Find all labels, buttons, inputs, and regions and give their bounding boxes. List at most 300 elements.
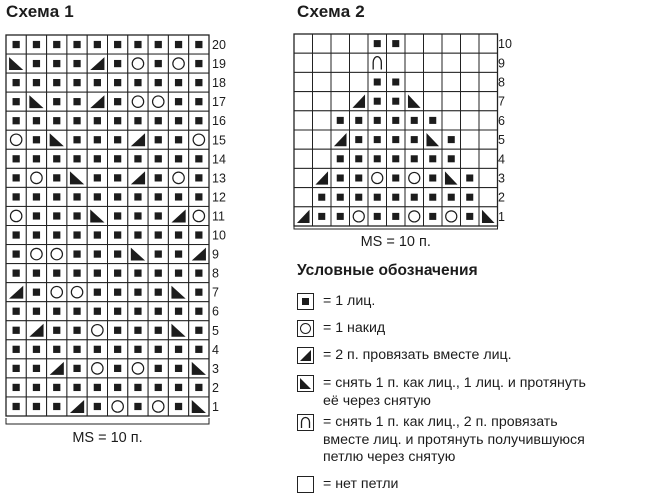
chart2-knit-mark: [374, 155, 381, 162]
chart1-knit-mark: [114, 270, 121, 277]
chart2-cell: [294, 111, 313, 130]
chart1-knit-mark: [155, 79, 162, 86]
chart1-knit-mark: [53, 212, 60, 219]
chart1-cell: [67, 168, 87, 187]
chart2-knit-mark: [392, 136, 399, 143]
chart1-knit-mark: [175, 308, 182, 315]
chart1-knit-mark: [195, 327, 202, 334]
chart2-cell: [461, 92, 480, 111]
chart1-knit-mark: [175, 365, 182, 372]
chart1-knit-mark: [114, 193, 121, 200]
chart1-knit-mark: [73, 79, 80, 86]
chart1-knit-mark: [155, 346, 162, 353]
chart1-knit-mark: [134, 346, 141, 353]
chart1-knit-mark: [53, 98, 60, 105]
chart1-cell: [6, 54, 26, 73]
chart1-knit-mark: [134, 212, 141, 219]
chart2-row-label: 8: [498, 75, 505, 90]
chart1-knit-mark: [73, 250, 80, 257]
chart2-cell: [479, 168, 498, 187]
chart2-cell: [461, 130, 480, 149]
chart1-knit-mark: [13, 327, 20, 334]
chart1-repeat-label: MS = 10 п.: [72, 430, 143, 446]
chart1-cell: [26, 168, 46, 187]
chart1-knit-mark: [94, 270, 101, 277]
chart1-knit-mark: [33, 365, 40, 372]
chart1-knit-mark: [114, 327, 121, 334]
chart1-knit-mark: [73, 327, 80, 334]
legend-text-ssk-line2: её через снятую: [323, 392, 431, 409]
chart1-title: Схема 1: [6, 2, 74, 21]
chart2-cell: [479, 111, 498, 130]
chart2-knit-mark: [374, 98, 381, 105]
chart1-cell: [6, 283, 26, 302]
chart1-knit-mark: [33, 212, 40, 219]
chart1-cell: [128, 92, 148, 111]
chart1-knit-mark: [53, 155, 60, 162]
empty-square-icon: [297, 476, 314, 493]
chart1-knit-mark: [13, 155, 20, 162]
chart2-cell: [313, 34, 332, 53]
chart1-knit-mark: [155, 270, 162, 277]
chart2-cell: [424, 53, 443, 72]
chart1-knit-mark: [134, 308, 141, 315]
chart1-knit-mark: [94, 289, 101, 296]
chart1-knit-mark: [155, 174, 162, 181]
chart2-cell: [405, 72, 424, 91]
chart2-cell: [424, 34, 443, 53]
chart1-knit-mark: [94, 231, 101, 238]
chart1-knit-mark: [53, 60, 60, 67]
chart1-knit-mark: [73, 155, 80, 162]
chart2-cell: [350, 53, 369, 72]
chart1-row-label: 1: [212, 399, 219, 414]
chart2-knit-mark: [374, 194, 381, 201]
chart1-knit-mark: [33, 384, 40, 391]
chart1-knit-mark: [195, 98, 202, 105]
chart2-cell: [479, 53, 498, 72]
chart2-cell: [461, 111, 480, 130]
chart1-knit-mark: [195, 174, 202, 181]
chart1-knit-mark: [33, 289, 40, 296]
chart1-knit-mark: [73, 41, 80, 48]
chart1-knit-mark: [33, 193, 40, 200]
chart2-knit-mark: [448, 194, 455, 201]
chart2-knit-mark: [337, 213, 344, 220]
chart2-knit-mark: [355, 117, 362, 124]
chart1-knit-mark: [155, 289, 162, 296]
chart2-knit-mark: [429, 213, 436, 220]
chart2-row-label: 5: [498, 133, 505, 148]
chart1-knit-mark: [53, 79, 60, 86]
chart1-knit-mark: [175, 41, 182, 48]
chart1-knit-mark: [94, 250, 101, 257]
chart2-cell: [461, 34, 480, 53]
chart2-cell: [479, 149, 498, 168]
legend-text-yarn-over: = 1 накид: [323, 320, 386, 336]
chart2-row-label: 2: [498, 190, 505, 205]
chart2-cell: [313, 92, 332, 111]
chart2-cell: [424, 92, 443, 111]
chart2-knit-mark: [392, 78, 399, 85]
chart1-knit-mark: [114, 308, 121, 315]
chart1-row-label: 7: [212, 285, 219, 300]
chart1-knit-mark: [33, 155, 40, 162]
chart1-knit-mark: [134, 403, 141, 410]
chart2-cell: [461, 149, 480, 168]
chart1-row-label: 6: [212, 304, 219, 319]
chart1-knit-mark: [94, 174, 101, 181]
chart1-knit-mark: [155, 231, 162, 238]
legend-title: Условные обозначения: [297, 262, 478, 279]
chart2-cell: [442, 34, 461, 53]
chart2-row-label: 4: [498, 152, 505, 167]
chart2-cell: [405, 207, 424, 226]
chart2-knit-mark: [448, 155, 455, 162]
chart2-cell: [350, 72, 369, 91]
chart2-knit-mark: [374, 213, 381, 220]
chart1-knit-mark: [73, 136, 80, 143]
chart1-knit-mark: [13, 98, 20, 105]
chart2-knit-mark: [392, 40, 399, 47]
chart2-knit-mark: [337, 155, 344, 162]
chart1-knit-mark: [114, 346, 121, 353]
chart2-cell: [424, 72, 443, 91]
right-triangle-icon: [297, 347, 314, 364]
chart1-knit-mark: [94, 403, 101, 410]
chart2-knit-mark: [392, 117, 399, 124]
chart1-knit-mark: [53, 193, 60, 200]
chart1-knit-mark: [155, 155, 162, 162]
chart2-knit-mark: [318, 194, 325, 201]
chart1-knit-mark: [155, 41, 162, 48]
chart1-cell: [148, 92, 168, 111]
chart1-row-label: 9: [212, 247, 219, 262]
chart1-knit-mark: [13, 384, 20, 391]
chart1-knit-mark: [94, 193, 101, 200]
chart2-cell: [294, 149, 313, 168]
chart2-knit-mark: [392, 98, 399, 105]
chart1-knit-mark: [114, 98, 121, 105]
chart2-cell: [405, 168, 424, 187]
chart1-knit-mark: [155, 212, 162, 219]
chart1-knit-mark: [114, 136, 121, 143]
chart1-cell: [148, 397, 168, 416]
legend-text-no-stitch: = нет петли: [323, 476, 399, 492]
chart2-title: Схема 2: [297, 2, 365, 21]
chart1-knit-mark: [94, 308, 101, 315]
chart1-knit-mark: [33, 79, 40, 86]
chart2-cell: [442, 207, 461, 226]
chart1-knit-mark: [13, 174, 20, 181]
chart2-knit-mark: [429, 155, 436, 162]
chart2-cell: [313, 111, 332, 130]
chart1-row-label: 3: [212, 361, 219, 376]
chart1-knit-mark: [175, 136, 182, 143]
chart2-knit-mark: [337, 194, 344, 201]
chart1-knit-mark: [175, 346, 182, 353]
chart1-knit-mark: [13, 79, 20, 86]
left-triangle-icon: [297, 375, 314, 392]
chart1-knit-mark: [155, 384, 162, 391]
chart1-knit-mark: [94, 346, 101, 353]
chart1-knit-mark: [73, 60, 80, 67]
chart2-knit-mark: [466, 174, 473, 181]
chart1-cell: [47, 130, 67, 149]
chart1-knit-mark: [175, 117, 182, 124]
chart1-knit-mark: [13, 270, 20, 277]
chart2-knit-mark: [411, 194, 418, 201]
chart1-knit-mark: [53, 384, 60, 391]
chart2-row-label: 3: [498, 171, 505, 186]
chart1-knit-mark: [195, 346, 202, 353]
chart2-knit-mark: [337, 174, 344, 181]
chart2-cell: [368, 168, 387, 187]
chart2-knit-mark: [392, 155, 399, 162]
chart2-knit-mark: [355, 136, 362, 143]
chart2-knit-mark: [337, 117, 344, 124]
chart1-knit-mark: [13, 346, 20, 353]
chart1-knit-mark: [13, 250, 20, 257]
chart1-cell: [189, 206, 209, 225]
chart1-knit-mark: [33, 270, 40, 277]
chart1-knit-mark: [195, 308, 202, 315]
chart2-cell: [461, 72, 480, 91]
chart1-knit-mark: [73, 270, 80, 277]
chart1-cell: [189, 359, 209, 378]
chart2-cell: [313, 53, 332, 72]
chart1-knit-mark: [94, 79, 101, 86]
chart1-cell: [189, 130, 209, 149]
chart2-cell: [294, 188, 313, 207]
chart1-knit-mark: [33, 117, 40, 124]
chart2-cell: [294, 72, 313, 91]
chart1-row-label: 20: [212, 38, 226, 53]
chart1-knit-mark: [175, 403, 182, 410]
chart1-row-label: 4: [212, 342, 219, 357]
chart1-knit-mark: [73, 365, 80, 372]
chart2-cell: [442, 92, 461, 111]
chart1-knit-mark: [53, 403, 60, 410]
chart2-knit-mark: [392, 174, 399, 181]
chart2-cell: [442, 53, 461, 72]
chart2-cell: [294, 168, 313, 187]
chart1-row-label: 10: [212, 228, 226, 243]
chart1-cell: [168, 168, 188, 187]
chart1-knit-mark: [53, 41, 60, 48]
chart1-row-label: 13: [212, 171, 226, 186]
chart1-knit-mark: [73, 212, 80, 219]
chart2-cell: [405, 53, 424, 72]
chart2-cell: [350, 34, 369, 53]
chart1-knit-mark: [175, 270, 182, 277]
chart2-cell: [479, 92, 498, 111]
chart2-row-label: 10: [498, 37, 512, 52]
chart1-row-label: 14: [212, 152, 226, 167]
chart2-row-label: 1: [498, 209, 505, 224]
chart1-knit-mark: [155, 136, 162, 143]
chart1-knit-mark: [13, 193, 20, 200]
chart1-knit-mark: [53, 327, 60, 334]
chart2-row-label: 9: [498, 56, 505, 71]
legend-text-sk2p-line2: вместе лиц. и протянуть получившуюся: [323, 431, 585, 448]
chart1-knit-mark: [195, 384, 202, 391]
chart2-cell: [294, 130, 313, 149]
chart1-row-label: 17: [212, 95, 226, 110]
chart1-knit-mark: [114, 41, 121, 48]
chart2-cell: [313, 149, 332, 168]
chart1-row-label: 8: [212, 266, 219, 281]
chart2-cell: [461, 53, 480, 72]
arch-icon: [297, 414, 314, 431]
chart1-knit-mark: [94, 384, 101, 391]
chart2-knit-mark: [411, 117, 418, 124]
chart1-knit-mark: [134, 270, 141, 277]
chart1-knit-mark: [155, 60, 162, 67]
chart1-knit-mark: [155, 308, 162, 315]
chart1-knit-mark: [73, 308, 80, 315]
chart1-knit-mark: [114, 384, 121, 391]
chart2-cell: [313, 72, 332, 91]
chart2-cell: [479, 188, 498, 207]
chart1-knit-mark: [195, 117, 202, 124]
chart2-cell: [294, 92, 313, 111]
chart2-repeat-label: MS = 10 п.: [360, 234, 431, 250]
chart2-cell: [350, 207, 369, 226]
chart1-knit-mark: [33, 41, 40, 48]
chart1-knit-mark: [175, 231, 182, 238]
chart1-knit-mark: [13, 117, 20, 124]
legend-text-sk2p-line3: петлю через снятую: [323, 449, 456, 465]
chart1-knit-mark: [94, 117, 101, 124]
chart1-knit-mark: [114, 365, 121, 372]
chart2-knit-mark: [318, 213, 325, 220]
chart1-knit-mark: [114, 289, 121, 296]
chart2-cell: [442, 111, 461, 130]
chart2-knit-mark: [392, 213, 399, 220]
chart1-knit-mark: [114, 79, 121, 86]
chart1-knit-mark: [195, 193, 202, 200]
chart2-knit-mark: [411, 136, 418, 143]
chart1-knit-mark: [134, 384, 141, 391]
chart1-cell: [26, 321, 46, 340]
chart2-knit-mark: [374, 136, 381, 143]
chart1-knit-mark: [94, 155, 101, 162]
chart1-knit-mark: [134, 155, 141, 162]
chart2-knit-mark: [355, 155, 362, 162]
chart1-knit-mark: [94, 136, 101, 143]
chart2-knit-mark: [374, 117, 381, 124]
chart1-knit-mark: [33, 403, 40, 410]
chart2-knit-mark: [429, 174, 436, 181]
chart1-knit-mark: [134, 79, 141, 86]
chart1-row-label: 5: [212, 323, 219, 338]
chart2-row-label: 6: [498, 113, 505, 128]
chart2-knit-mark: [374, 40, 381, 47]
chart2-cell: [331, 72, 350, 91]
chart1-cell: [6, 206, 26, 225]
chart1-knit-mark: [73, 346, 80, 353]
chart1-cell: [108, 397, 128, 416]
chart1-cell: [87, 54, 107, 73]
chart1-knit-mark: [195, 231, 202, 238]
chart1-knit-mark: [53, 308, 60, 315]
chart1-knit-mark: [114, 60, 121, 67]
knit-square-icon: [297, 293, 314, 310]
chart2-cell: [294, 53, 313, 72]
yarn-over-circle-icon: [297, 320, 314, 337]
chart1-knit-mark: [175, 98, 182, 105]
chart1-cell: [87, 359, 107, 378]
chart2-cell: [294, 34, 313, 53]
chart1-knit-mark: [175, 384, 182, 391]
chart1-row-label: 11: [212, 209, 225, 224]
chart2-knit-mark: [429, 194, 436, 201]
chart1-knit-mark: [13, 41, 20, 48]
chart1-knit-mark: [155, 365, 162, 372]
chart1-cell: [67, 283, 87, 302]
chart1-knit-mark: [155, 250, 162, 257]
chart1-knit-mark: [195, 155, 202, 162]
chart1-knit-mark: [53, 270, 60, 277]
chart1-cell: [168, 54, 188, 73]
chart1-knit-mark: [33, 136, 40, 143]
chart2-cell: [387, 53, 406, 72]
chart1-knit-mark: [33, 346, 40, 353]
chart2-cell: [331, 92, 350, 111]
chart2-knit-mark: [411, 155, 418, 162]
chart1-knit-mark: [94, 41, 101, 48]
chart1-cell: [128, 359, 148, 378]
chart1-knit-mark: [195, 60, 202, 67]
chart1-knit-mark: [114, 155, 121, 162]
chart1-knit-mark: [114, 250, 121, 257]
chart1-cell: [128, 130, 148, 149]
chart2-cell: [313, 130, 332, 149]
chart2-knit-mark: [392, 194, 399, 201]
chart1-knit-mark: [134, 41, 141, 48]
chart1-cell: [128, 54, 148, 73]
chart1-knit-mark: [73, 231, 80, 238]
chart2-knit-mark: [355, 174, 362, 181]
chart1-knit-mark: [13, 231, 20, 238]
chart1-knit-mark: [53, 117, 60, 124]
chart1-knit-mark: [195, 41, 202, 48]
chart1-knit-mark: [73, 384, 80, 391]
chart2-cell: [331, 53, 350, 72]
chart2-cell: [405, 34, 424, 53]
chart1-knit-mark: [73, 193, 80, 200]
chart1-knit-mark: [73, 98, 80, 105]
chart1-knit-mark: [175, 193, 182, 200]
chart2-row-label: 7: [498, 94, 505, 109]
chart1-knit-mark: [33, 308, 40, 315]
chart1-knit-mark: [53, 174, 60, 181]
chart1-knit-mark: [114, 231, 121, 238]
chart1-knit-mark: [73, 117, 80, 124]
chart1-cell: [26, 245, 46, 264]
chart1-knit-mark: [114, 174, 121, 181]
chart2-knit-mark: [374, 78, 381, 85]
chart1-knit-mark: [175, 79, 182, 86]
chart1-knit-mark: [13, 308, 20, 315]
chart1-cell: [47, 283, 67, 302]
chart1-knit-mark: [134, 327, 141, 334]
chart1-knit-mark: [114, 117, 121, 124]
chart1-row-label: 19: [212, 57, 226, 72]
chart1-knit-mark: [155, 327, 162, 334]
chart1-cell: [6, 130, 26, 149]
